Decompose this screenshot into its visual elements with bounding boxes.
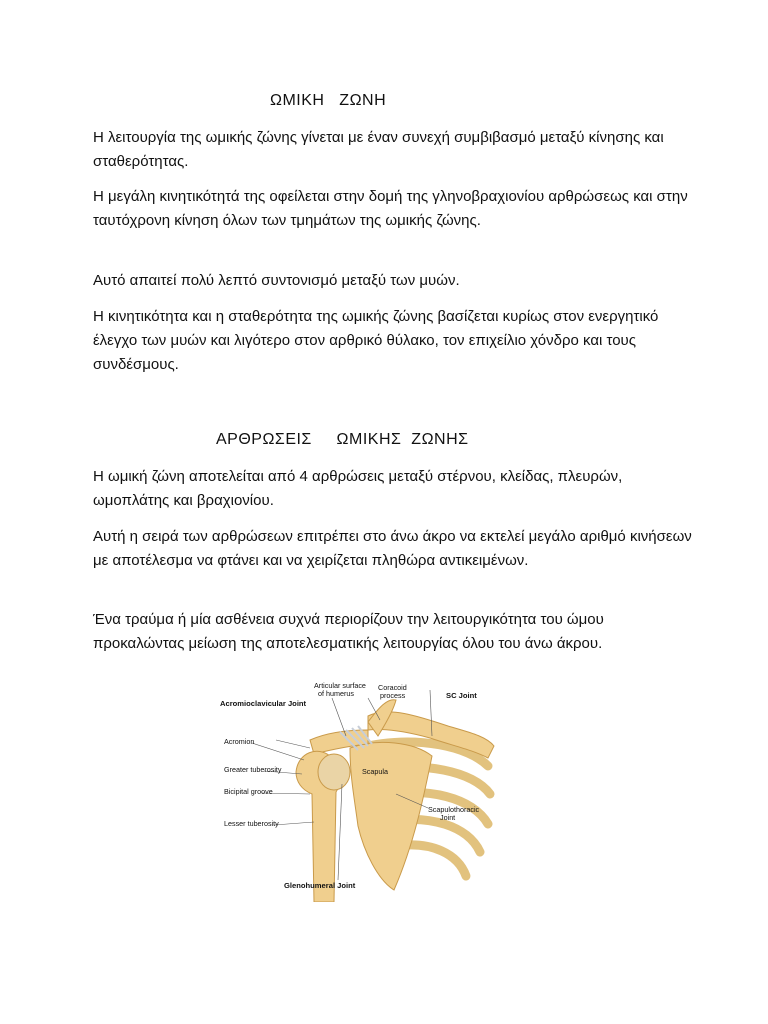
label-articular-surface: Articular surface [314, 681, 366, 690]
paragraph: Ένα τραύμα ή μία ασθένεια συχνά περιορίζουν την λειτουργικότητα του ώμου προκαλώντας μείωση της αποτελεσματικής λειτουργίας όλου του άνω άκρου. [93, 611, 604, 652]
label-acromioclavicular: Acromioclavicular Joint [220, 699, 307, 708]
label-sc-joint: SC Joint [446, 691, 477, 700]
label-scapulothoracic-2: Joint [440, 813, 456, 822]
label-lesser-tuberosity: Lesser tuberosity [224, 819, 279, 828]
label-scapulothoracic: Scapulothoracic [428, 805, 480, 814]
section-title: ΩΜΙΚΗ ΖΩΝΗ [270, 92, 387, 109]
shoulder-anatomy-figure [218, 676, 516, 902]
label-articular-surface-2: of humerus [318, 689, 354, 698]
label-coracoid-2: process [380, 691, 406, 700]
paragraph: Η λειτουργία της ωμικής ζώνης γίνεται με έναν συνεχή συμβιβασμό μεταξύ κίνησης και σταθερότητας. [93, 129, 664, 170]
shoulder-anatomy-illustration [218, 676, 516, 902]
paragraph: Η κινητικότητα και η σταθερότητα της ωμικής ζώνης βασίζεται κυρίως στον ενεργητικό έλεγχο των μυών και λιγότερο στον αρθρικό θύλακο, τον επιχείλιο χόνδρο και τους συνδέσμους. [93, 308, 659, 373]
label-scapula: Scapula [362, 767, 388, 776]
label-glenohumeral: Glenohumeral Joint [284, 881, 356, 890]
label-bicipital-groove: Bicipital groove [224, 787, 273, 796]
label-greater-tuberosity: Greater tuberosity [224, 765, 282, 774]
section-title: ΑΡΘΡΩΣΕΙΣ ΩΜΙΚΗΣ ΖΩΝΗΣ [216, 431, 469, 448]
humeral-head [318, 754, 350, 790]
label-coracoid: Coracoid [378, 683, 407, 692]
paragraph: Η μεγάλη κινητικότητά της οφείλεται στην δομή της γληνοβραχιονίου αρθρώσεως και στην ταυτόχρονη κίνηση όλων των τμημάτων της ωμικής ζώνης. [93, 188, 688, 229]
paragraph: Η ωμική ζώνη αποτελείται από 4 αρθρώσεις μεταξύ στέρνου, κλείδας, πλευρών, ωμοπλάτης και βραχιονίου. [93, 468, 623, 509]
label-acromion: Acromion [224, 737, 255, 746]
paragraph: Αυτή η σειρά των αρθρώσεων επιτρέπει στο άνω άκρο να εκτελεί μεγάλο αριθμό κινήσεων με αποτέλεσμα να φτάνει και να χειρίζεται πληθώρα αντικειμένων. [93, 528, 692, 569]
paragraph: Αυτό απαιτεί πολύ λεπτό συντονισμό μεταξύ των μυών. [93, 272, 460, 289]
